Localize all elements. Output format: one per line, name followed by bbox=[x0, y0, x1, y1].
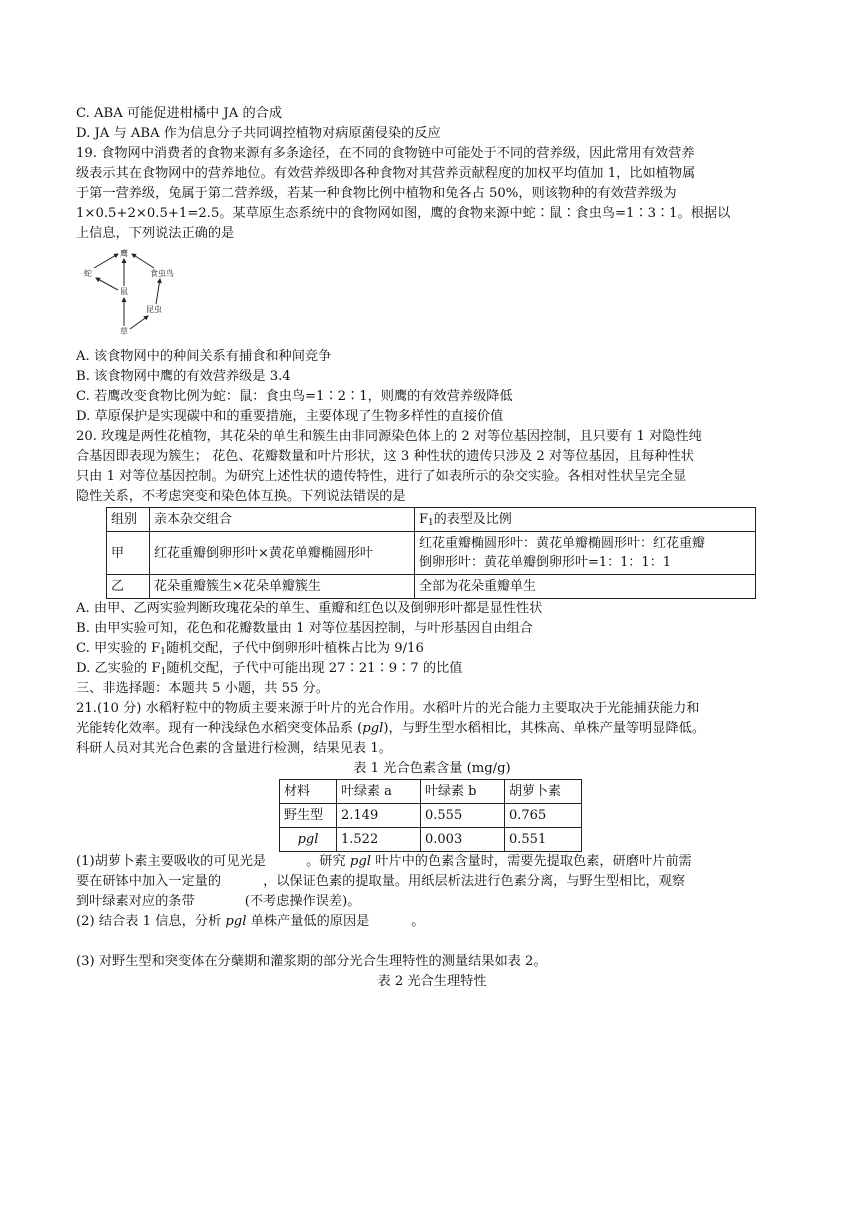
text: (2) 结合表 1 信息，分析 bbox=[76, 914, 226, 929]
q20-option-b: B. 由甲实验可知，花色和花瓣数量由 1 对等位基因控制，与叶形基因自由组合 bbox=[76, 621, 533, 636]
cell-group: 甲 bbox=[107, 532, 150, 575]
col-f1 bbox=[415, 508, 756, 532]
q21-part1 bbox=[76, 852, 788, 932]
q21-line: 21.(10 分) 水稻籽粒中的物质主要来源于叶片的光合作用。水稻叶片的光合能力主要取决于光能捕获能力和 bbox=[76, 701, 700, 716]
q21-line bbox=[76, 912, 788, 932]
cell-result bbox=[415, 532, 756, 575]
q18-option-c: C. ABA 可能促进柑橘中 JA 的合成 bbox=[76, 106, 283, 121]
header-cell: 叶绿素 b bbox=[421, 780, 505, 804]
food-web-diagram bbox=[82, 244, 192, 339]
section-heading: 三、非选择题：本题共 5 小题，共 55 分。 bbox=[76, 681, 329, 696]
cell-cross: 花朵重瓣簇生×花朵单瓣簇生 bbox=[150, 575, 415, 599]
table-row bbox=[107, 575, 756, 599]
text: 。 bbox=[411, 914, 425, 929]
spacer bbox=[76, 932, 788, 952]
cell: 0.555 bbox=[421, 804, 505, 828]
q19-options bbox=[76, 347, 788, 427]
answer-blank[interactable] bbox=[195, 892, 245, 912]
q18-option-d: D. JA 与 ABA 作为信息分子共同调控植物对病原菌侵染的反应 bbox=[76, 126, 441, 141]
q20-line: 隐性关系，不考虑突变和染色体互换。下列说法错误的是 bbox=[76, 489, 406, 504]
text: ，以保证色素的提取量。用纸层析法进行色素分离，与野生型相比，观察 bbox=[263, 874, 686, 889]
q19-option-d: D. 草原保护是实现碳中和的重要措施，主要体现了生物多样性的直接价值 bbox=[76, 409, 504, 424]
q20-line: 只由 1 对等位基因控制。为研究上述性状的遗传特性，进行了如表所示的杂交实验。各相对性状呈完全显 bbox=[76, 469, 687, 484]
node-eagle: 鹰 bbox=[120, 249, 128, 258]
node-insect: 昆虫 bbox=[146, 305, 162, 314]
col-cross: 亲本杂交组合 bbox=[150, 508, 415, 532]
q21-part3: (3) 对野生型和突变体在分蘖期和灌浆期的部分光合生理特性的测量结果如表 2。 bbox=[76, 954, 547, 969]
text: 要在研钵中加入一定量的 bbox=[76, 874, 222, 889]
result-line: 红花重瓣椭圆形叶：黄花单瓣椭圆形叶：红花重瓣 bbox=[419, 536, 706, 551]
italic-term: pgl bbox=[362, 721, 384, 736]
node-snake: 蛇 bbox=[84, 269, 92, 278]
f1-label: F bbox=[419, 512, 429, 527]
q20-line: 合基因即表现为簇生； 花色、花瓣数量和叶片形状，这 3 种性状的遗传只涉及 2 对等位基因，且每种性状 bbox=[76, 449, 694, 464]
text: 光能转化效率。现有一种浅绿色水稻突变体品系 ( bbox=[76, 721, 363, 736]
text: 。研究 bbox=[306, 854, 350, 869]
italic-term: pgl bbox=[349, 854, 371, 869]
exam-page bbox=[76, 104, 788, 992]
text: 随机交配，子代中倒卵形叶植株占比为 9/16 bbox=[165, 641, 424, 656]
q19-line: 上信息，下列说法正确的是 bbox=[76, 226, 235, 241]
text: D. 乙实验的 F bbox=[76, 661, 161, 676]
text: (1)胡萝卜素主要吸收的可见光是 bbox=[76, 854, 267, 869]
cell: 0.003 bbox=[421, 828, 505, 852]
cell-result: 全部为花朵重瓣单生 bbox=[415, 575, 756, 599]
subscript: 1 bbox=[160, 647, 166, 657]
header-cell: 材料 bbox=[280, 780, 337, 804]
text: 叶片中的色素含量时，需要先提取色素，研磨叶片前需 bbox=[371, 854, 692, 869]
cell: pgl bbox=[280, 828, 337, 852]
q20-stem bbox=[76, 427, 788, 507]
subscript: 1 bbox=[160, 667, 167, 677]
q19-option-b: B. 该食物网中鹰的有效营养级是 3.4 bbox=[76, 369, 291, 384]
q20-line: 20. 玫瑰是两性花植物，其花朵的单生和簇生由非同源染色体上的 2 对等位基因控制，且只要有 1 对隐性纯 bbox=[76, 429, 702, 444]
q20-options bbox=[76, 599, 788, 679]
arrow-mouse-snake bbox=[96, 278, 118, 290]
q19-option-c: C. 若鹰改变食物比例为蛇：鼠：食虫鸟=1∶2∶1，则鹰的有效营养级降低 bbox=[76, 389, 513, 404]
table-row bbox=[107, 532, 756, 575]
q21-line bbox=[76, 892, 788, 912]
col-group: 组别 bbox=[107, 508, 150, 532]
arrow-insect-bird bbox=[156, 279, 160, 304]
answer-blank[interactable] bbox=[266, 852, 306, 872]
q19-stem bbox=[76, 144, 788, 244]
f1-sub: 1 bbox=[428, 518, 434, 528]
cell: 野生型 bbox=[280, 804, 337, 828]
node-mouse: 鼠 bbox=[120, 287, 128, 296]
arrow-grass-insect bbox=[130, 316, 148, 329]
cell: 0.765 bbox=[505, 804, 582, 828]
q21-line bbox=[76, 719, 788, 739]
node-grass: 草 bbox=[120, 327, 128, 336]
f1-label-tail: 的表型及比例 bbox=[433, 512, 512, 527]
q19-line: 19. 食物网中消费者的食物来源有多条途径，在不同的食物链中可能处于不同的营养级，因此常用有效营养 bbox=[76, 146, 695, 161]
arrow-snake-eagle bbox=[94, 254, 118, 268]
pigment-table bbox=[279, 779, 582, 852]
q21-line: 科研人员对其光合色素的含量进行检测，结果见表 1。 bbox=[76, 741, 392, 756]
arrow-bird-eagle bbox=[132, 254, 154, 268]
table-row bbox=[280, 828, 582, 852]
cell: 0.551 bbox=[505, 828, 582, 852]
text: (不考虑操作误差)。 bbox=[244, 894, 361, 909]
italic-term: pgl bbox=[225, 914, 247, 929]
answer-blank[interactable] bbox=[369, 912, 411, 932]
q20-cross-table bbox=[106, 507, 756, 599]
table-row bbox=[280, 804, 582, 828]
node-bird: 食虫鸟 bbox=[150, 269, 174, 278]
q19-line: 于第一营养级，兔属于第二营养级，若某一种食物比例中植物和兔各占 50%，则该物种的有效营养级为 bbox=[76, 186, 677, 201]
table1-caption: 表 1 光合色素含量 (mg/g) bbox=[353, 761, 511, 776]
text: 单株产量低的原因是 bbox=[246, 914, 370, 929]
table2-caption: 表 2 光合生理特性 bbox=[377, 974, 487, 989]
answer-blank[interactable] bbox=[221, 872, 263, 892]
q20-option-a: A. 由甲、乙两实验判断玫瑰花朵的单生、重瓣和红色以及倒卵形叶都是显性性状 bbox=[76, 601, 543, 616]
text: 到叶绿素对应的条带 bbox=[76, 894, 195, 909]
cell: 2.149 bbox=[337, 804, 421, 828]
cell: 1.522 bbox=[337, 828, 421, 852]
q21-stem bbox=[76, 699, 788, 759]
q19-line: 级表示其在食物网中的营养地位。有效营养级即各种食物对其营养贡献程度的加权平均值加 1，比如植物属 bbox=[76, 166, 696, 181]
cell-group: 乙 bbox=[107, 575, 150, 599]
table-header-row bbox=[107, 508, 756, 532]
header-cell: 胡萝卜素 bbox=[505, 780, 582, 804]
text: 随机交配，子代中可能出现 27∶21∶9∶7 的比值 bbox=[166, 661, 463, 676]
header-cell: 叶绿素 a bbox=[337, 780, 421, 804]
q20-option-d bbox=[76, 659, 788, 679]
text: )，与野生型水稻相比，其株高、单株产量等明显降低。 bbox=[383, 721, 706, 736]
q19-option-a: A. 该食物网中的种间关系有捕食和种间竞争 bbox=[76, 349, 332, 364]
q19-line: 1×0.5+2×0.5+1=2.5。某草原生态系统中的食物网如图，鹰的食物来源中蛇∶鼠∶食虫鸟=1∶3∶1。根据以 bbox=[76, 206, 731, 221]
q21-line bbox=[76, 852, 788, 872]
cell-cross: 红花重瓣倒卵形叶×黄花单瓣椭圆形叶 bbox=[150, 532, 415, 575]
q20-option-c bbox=[76, 639, 788, 659]
q21-line bbox=[76, 872, 788, 892]
result-line: 倒卵形叶：黄花单瓣倒卵形叶=1：1：1：1 bbox=[419, 555, 671, 570]
text: C. 甲实验的 F bbox=[76, 641, 161, 656]
table-header-row bbox=[280, 780, 582, 804]
